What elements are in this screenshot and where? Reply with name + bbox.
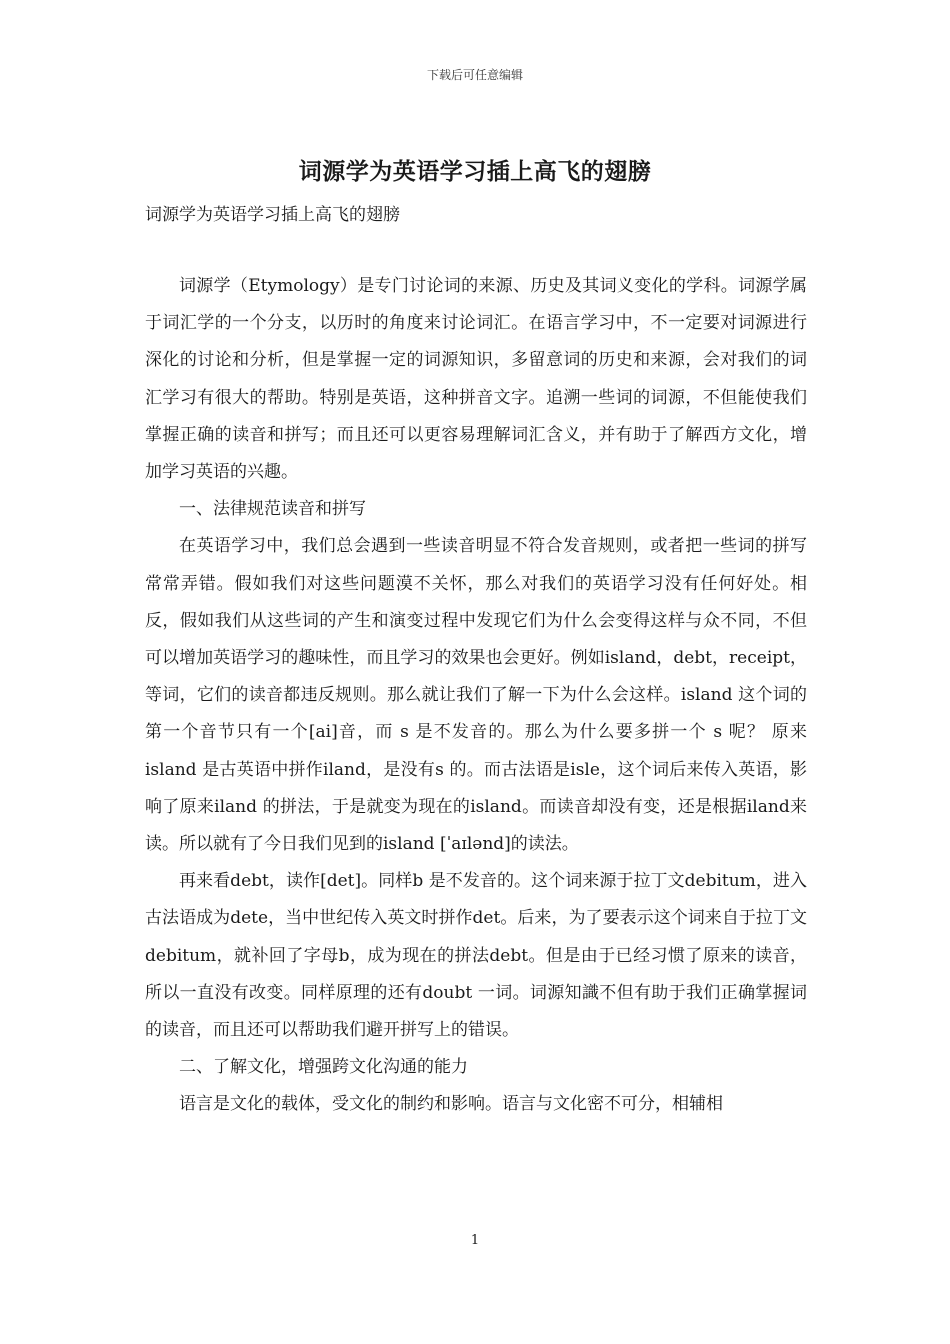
section-heading-1: 一、法律规范读音和拼写	[179, 499, 366, 520]
document-body	[145, 268, 807, 1124]
paragraph-culture: 语言是文化的载体，受文化的制约和影响。语言与文化密不可分，相辅相	[179, 1094, 723, 1115]
paragraph-intro: 词源学（Etymology）是专门讨论词的来源、历史及其词义变化的学科。词源学属于词汇学的一个分支，以历时的角度来讨论词汇。在语言学习中，不一定要对词源进行深化的讨论和分析，但是掌握一定的词源知识，多留意词的历史和来源，会对我们的词汇学习有很大的帮助。特别是英语，这种拼音文字。追溯一些词的词源，不但能使我们掌握正确的读音和拼写；而且还可以更容易理解词汇含义，并有助于了解西方文化，增加学习英语的兴趣。	[145, 276, 807, 483]
paragraph-debt: 再来看debt，读作[det]。同样b 是不发音的。这个词来源于拉丁文debitum，进入古法语成为dete，当中世纪传入英文时拼作det。后来，为了要表示这个词来自于拉丁文debitum，就补回了字母b，成为现在的拼法debt。但是由于已经习惯了原来的读音，所以一直没有改变。同样原理的还有doubt 一词。词源知識不但有助于我们正确掌握词的读音，而且还可以帮助我们避开拼写上的错误。	[145, 871, 807, 1041]
section-heading-2: 二、了解文化，增强跨文化沟通的能力	[179, 1057, 468, 1078]
header-note: 下载后可任意编辑	[426, 68, 523, 82]
paragraph-island: 在英语学习中，我们总会遇到一些读音明显不符合发音规则，或者把一些词的拼写常常弄错。假如我们对这些问题漠不关怀，那么对我们的英语学习没有任何好处。相反，假如我们从这些词的产生和演变过程中发现它们为什么会变得这样与众不同，不但可以增加英语学习的趣味性，而且学习的效果也会更好。例如island，debt，receipt，等词，它们的读音都违反规则。那么就让我们了解一下为什么会这样。island 这个词的第一个音节只有一个[ai]音，而 s 是不发音的。那么为什么要多拼一个 s 呢？ 原来island 是古英语中拼作iland，是没有s 的。而古法语是isle，这个词后来传入英语，影响了原来iland 的拼法，于是就变为现在的island。而读音却没有变，还是根据iland来读。所以就有了今日我们见到的island [ˈaɪlənd]的读法。	[145, 536, 807, 855]
document-title: 词源学为英语学习插上高飞的翅膀	[298, 158, 652, 185]
page-number: 1	[470, 1233, 480, 1248]
document-subtitle: 词源学为英语学习插上高飞的翅膀	[145, 205, 400, 225]
